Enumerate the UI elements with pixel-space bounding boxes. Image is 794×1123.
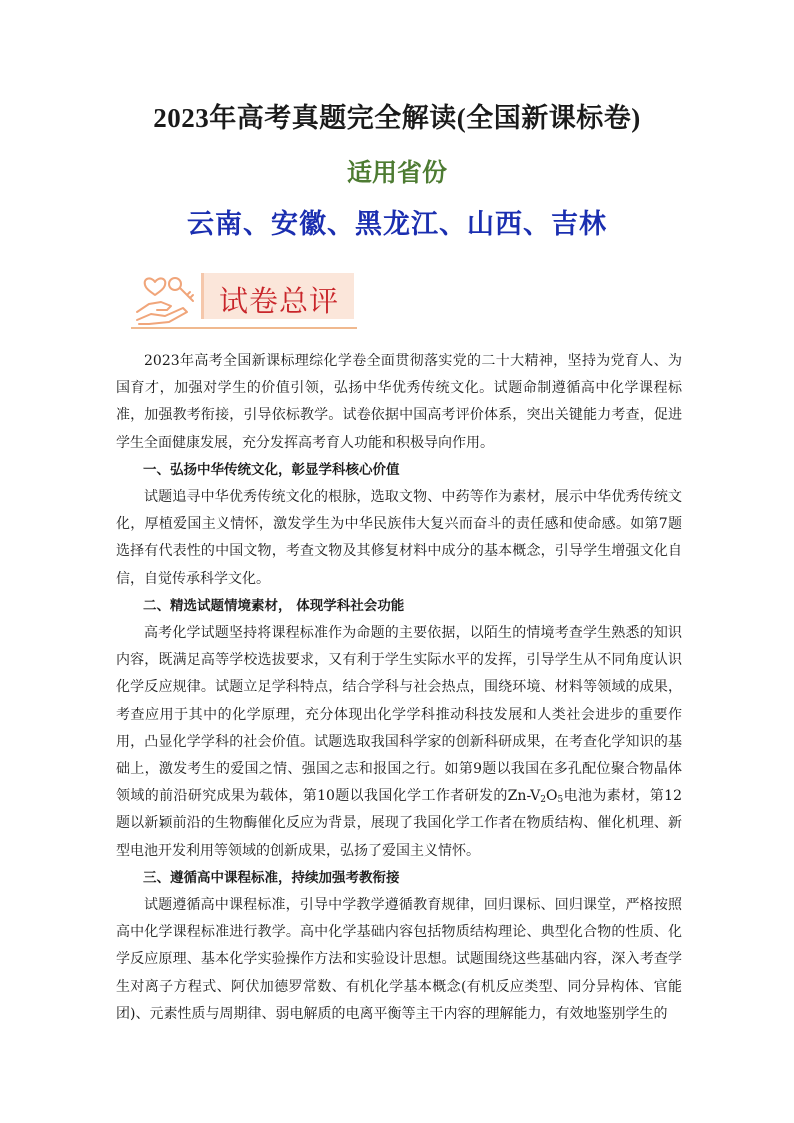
section-heading-1: 一、弘扬中华传统文化，彰显学科核心价值 (143, 461, 400, 478)
hand-key-icon (131, 268, 203, 328)
banner-label: 试卷总评 (218, 284, 339, 318)
intro-paragraph: 2023年高考全国新课标理综化学卷全面贯彻落实党的二十大精神，坚持为党育人、为国育才，加强对学生的价值引领，弘扬中华优秀传统文化。试题命制遵循高中化学课程标准，加强教考衔接，引导依标教学。试卷依据中国高考评价体系，突出关键能力考查，促进学生全面健康发展，充分发挥高考育人功能和积极导向作用。 (116, 353, 682, 451)
section-paragraph-2 (116, 620, 682, 865)
paragraph-2-part-b: 电池为素材，第12题以新颖前沿的生物酶催化反应为背景，展现了我国化学工作者在物质结构、催化机理、新型电池开发利用等领域的创新成果，弘扬了爱国主义情怀。 (116, 788, 682, 859)
formula-sub-2: 2 (540, 795, 547, 806)
formula-zn: Zn (507, 788, 527, 805)
page-title: 2023年高考真题完全解读(全国新课标卷) (153, 103, 641, 133)
review-body (116, 348, 682, 1028)
formula-sub-5: 5 (557, 795, 564, 806)
section-heading-3: 三、遵循高中课程标准，持续加强考教衔接 (143, 869, 400, 886)
section-paragraph-3: 试题遵循高中课程标准，引导中学教学遵循教育规律，回归课标、回归课堂，严格按照高中化学课程标准进行教学。高中化学基础内容包括物质结构理论、典型化合物的性质、化学反应原理、基本化学实验操作方法和实验设计思想。试题围绕这些基础内容，深入考查学生对离子方程式、阿伏加德罗常数、有机化学基本概念(有机反应类型、同分异构体、官能团)、元素性质与周期律、弱电解质的电离平衡等主干内容的理解能力，有效地鉴别学生的 (116, 897, 682, 1022)
applicable-provinces-label: 适用省份 (346, 158, 447, 187)
paragraph-2-part-a: 高考化学试题坚持将课程标准作为命题的主要依据，以陌生的情境考查学生熟悉的知识内容，既满足高等学校选拔要求，又有利于学生实际水平的发挥，引导学生从不同角度认识化学反应规律。试题立足学科特点，结合学科与社会热点，围绕环境、材料等领域的成果，考查应用于其中的化学原理，充分体现出化学学科推动科技发展和人类社会进步的重要作用，凸显化学学科的社会价值。试题选取我国科学家的创新科研成果，在考查化学知识的基础上，激发考生的爱国之情、强国之志和报国之行。如第9题以我国在多孔配位聚合物晶体领域的前沿研究成果为载体，第10题以我国化学工作者研发的 (116, 625, 682, 805)
provinces-list: 云南、安徽、黑龙江、山西、吉林 (187, 209, 607, 240)
formula-v: -V (526, 788, 541, 805)
battery-formula (508, 788, 564, 804)
section-paragraph-1: 试题追寻中华优秀传统文化的根脉，选取文物、中药等作为素材，展示中华优秀传统文化，厚植爱国主义情怀，激发学生为中华民族伟大复兴而奋斗的责任感和使命感。如第7题选择有代表性的中国文物，考查文物及其修复材料中成分的基本概念，引导学生增强文化自信，自觉传承科学文化。 (116, 489, 682, 587)
banner-underline (131, 327, 357, 329)
section-heading-2: 二、精选试题情境素材， 体现学科社会功能 (143, 597, 405, 614)
formula-o: O (546, 788, 558, 805)
banner-label-box (201, 273, 354, 319)
section-banner (131, 268, 357, 330)
